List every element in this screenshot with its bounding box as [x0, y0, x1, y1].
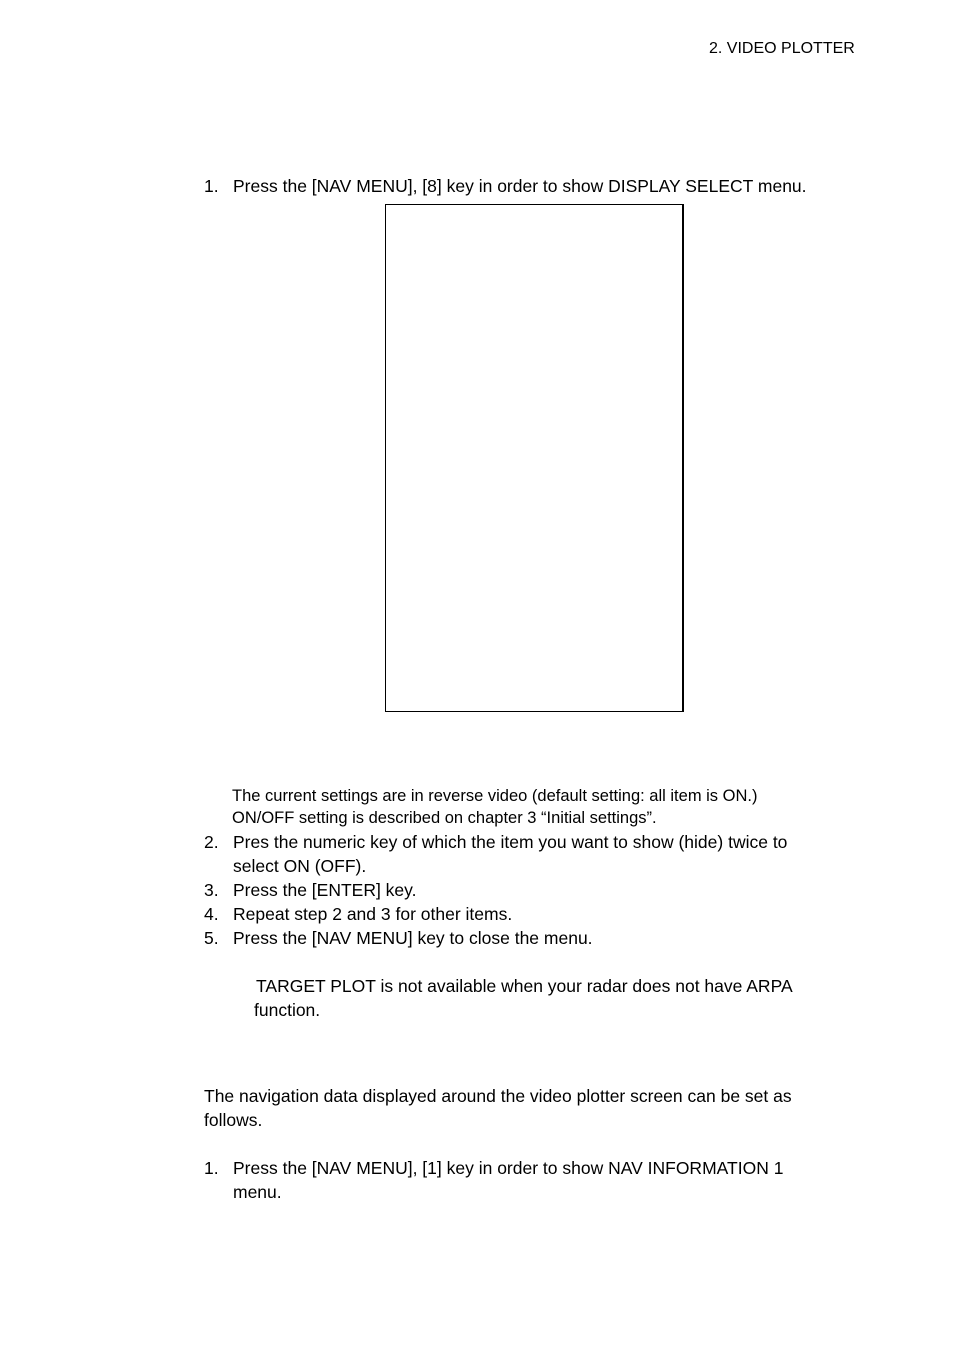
display-select-menu-figure — [385, 204, 684, 712]
page-header-section: 2. VIDEO PLOTTER — [709, 40, 855, 57]
step-number: 2. — [204, 832, 219, 852]
step-number: 1. — [204, 176, 219, 196]
note-line: ON/OFF setting is described on chapter 3 “Initial settings”. — [232, 809, 657, 827]
step-number: 4. — [204, 904, 219, 924]
step-text: Press the [ENTER] key. — [233, 880, 417, 900]
step-number: 5. — [204, 928, 219, 948]
step-text: Pres the numeric key of which the item you want to show (hide) twice to — [233, 832, 788, 852]
note-line: The current settings are in reverse video (default setting: all item is ON.) — [232, 787, 758, 805]
step-text: menu. — [233, 1182, 282, 1202]
step-number: 1. — [204, 1158, 219, 1178]
target-plot-note: TARGET PLOT is not available when your radar does not have ARPA — [256, 976, 793, 996]
paragraph-text: follows. — [204, 1110, 263, 1130]
step-text: Press the [NAV MENU], [1] key in order to show NAV INFORMATION 1 — [233, 1158, 784, 1178]
step-text: select ON (OFF). — [233, 856, 367, 876]
target-plot-note: function. — [254, 1000, 321, 1020]
step-text: Repeat step 2 and 3 for other items. — [233, 904, 513, 924]
step-text: Press the [NAV MENU], [8] key in order to show DISPLAY SELECT menu. — [233, 176, 807, 196]
step-number: 3. — [204, 880, 219, 900]
paragraph-text: The navigation data displayed around the video plotter screen can be set as — [204, 1086, 792, 1106]
step-text: Press the [NAV MENU] key to close the menu. — [233, 928, 593, 948]
